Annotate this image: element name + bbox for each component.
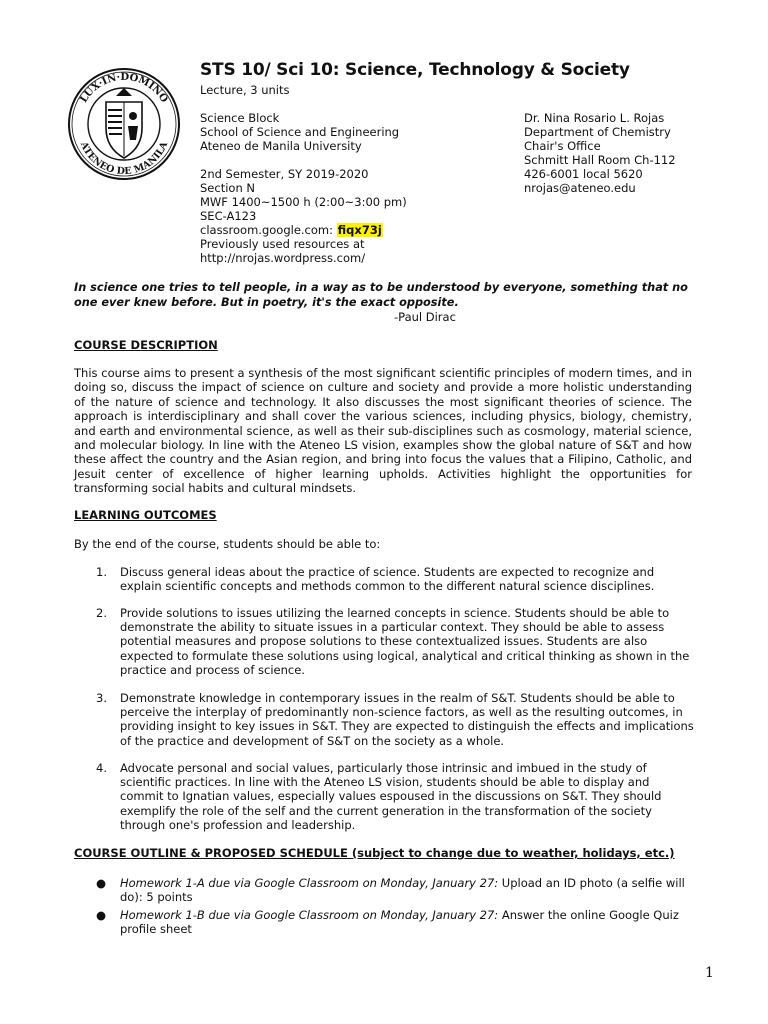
school-name: School of Science and Engineering [200, 125, 400, 139]
list-item-number: 2. [96, 606, 107, 620]
resources-url[interactable]: http://nrojas.wordpress.com/ [200, 251, 366, 265]
svg-text:ATENEO DE MANILA: ATENEO DE MANILA [77, 140, 171, 178]
svg-text:LUX·IN·DOMINO: LUX·IN·DOMINO [78, 71, 170, 105]
list-item-text: Discuss general ideas about the practice of science. Students are expected to recognize and explain scientific concepts and methods common to the different natural science disciplines. [120, 565, 655, 594]
classroom-line [200, 223, 407, 237]
homework-title: Homework 1-A due via Google Classroom on Monday, January 27: [120, 876, 499, 890]
resources-label: Previously used resources at [200, 237, 365, 251]
list-item-text: Demonstrate knowledge in contemporary issues in the realm of S&T. Students should be able to perceive the interplay of predominantly non-science factors, as well as the resulting outcomes, in providing insight to key issues in S&T. They are expected to distinguish the effects and implications of the practice and development of S&T on the society as a whole. [120, 691, 694, 748]
email-address[interactable]: nrojas@ateneo.edu [524, 181, 636, 195]
course-outline-list [74, 876, 694, 940]
list-item-text: Advocate personal and social values, particularly those intrinsic and imbued in the study of scientific practices. In line with the Ateneo LS vision, students should be able to display and commit to Ignatian values, especially values espoused in the discussions on S&T. They should exemplify the role of the self and the current generation in the transformation of the society through one's profession and leadership. [120, 761, 662, 832]
section: Section N [200, 181, 255, 195]
university-name: Ateneo de Manila University [200, 139, 362, 153]
course-title: STS 10/ Sci 10: Science, Technology & Society [200, 60, 630, 80]
classroom-code: fiqx73j [337, 223, 382, 237]
office: Chair's Office [524, 139, 601, 153]
course-description-heading: COURSE DESCRIPTION [74, 338, 218, 352]
epigraph-quote: In science one tries to tell people, in a way as to be understood by everyone, something that no one ever knew before. But in poetry, it's the exact opposite. [74, 281, 688, 309]
phone-number: 426-6001 local 5620 [524, 167, 643, 181]
list-item [74, 908, 694, 936]
learning-outcomes-intro: By the end of the course, students should be able to: [74, 537, 381, 551]
homework-description: Upload an ID photo (a selfie will do): 5 points [120, 876, 685, 904]
learning-outcomes-heading: LEARNING OUTCOMES [74, 508, 217, 522]
course-units: Lecture, 3 units [200, 83, 290, 97]
list-item-number: 1. [96, 565, 107, 579]
department: Department of Chemistry [524, 125, 671, 139]
classroom-label: classroom.google.com: [200, 223, 337, 237]
instructor-name: Dr. Nina Rosario L. Rojas [524, 111, 665, 125]
course-outline-heading: COURSE OUTLINE & PROPOSED SCHEDULE (subject to change due to weather, holidays, etc.) [74, 846, 675, 860]
bullet-icon: ● [96, 908, 107, 922]
course-info-block [200, 111, 407, 265]
class-schedule: MWF 1400~1500 h (2:00~3:00 pm) [200, 195, 407, 209]
list-item-number: 3. [96, 691, 107, 705]
homework-title: Homework 1-B due via Google Classroom on Monday, January 27: [120, 908, 499, 922]
semester: 2nd Semester, SY 2019-2020 [200, 167, 369, 181]
ateneo-seal-logo [66, 66, 182, 182]
office-location: Schmitt Hall Room Ch-112 [524, 153, 676, 167]
list-item-text: Provide solutions to issues utilizing the learned concepts in science. Students should be able to demonstrate the ability to situate issues in a particular context. They should be able to assess potential measures and propose solutions to these contextualized issues. Students are also expected to formulate these solutions using logical, analytical and critical thinking as shown in the practice and process of science. [120, 606, 690, 677]
page-number: 1 [705, 965, 714, 981]
instructor-info-block [524, 111, 676, 195]
list-item [74, 876, 694, 904]
homework-description: Answer the online Google Quiz profile sheet [120, 908, 679, 936]
quote-author: -Paul Dirac [394, 310, 456, 324]
course-description-body: This course aims to present a synthesis of the most significant scientific principles of modern times, and in doing so, discuss the impact of science on culture and society and provide a more holistic understanding of the nature of science and technology. It also discusses the most significant theories of science. The approach is interdisciplinary and shall cover the various sciences, including physics, biology, chemistry, and earth and environmental science, as well as their sub-disciplines such as cosmology, material science, and molecular biology. In line with the Ateneo LS vision, examples show the global nature of S&T and how these affect the country and the Asian region, and bring into focus the values that a Filipino, Catholic, and Jesuit center of excellence of higher learning upholds. Activities highlight the opportunities for transforming social habits and cultural mindsets. [74, 366, 692, 496]
class-room: SEC-A123 [200, 209, 257, 223]
block-name: Science Block [200, 111, 280, 125]
list-item-number: 4. [96, 761, 107, 775]
bullet-icon: ● [96, 876, 107, 890]
